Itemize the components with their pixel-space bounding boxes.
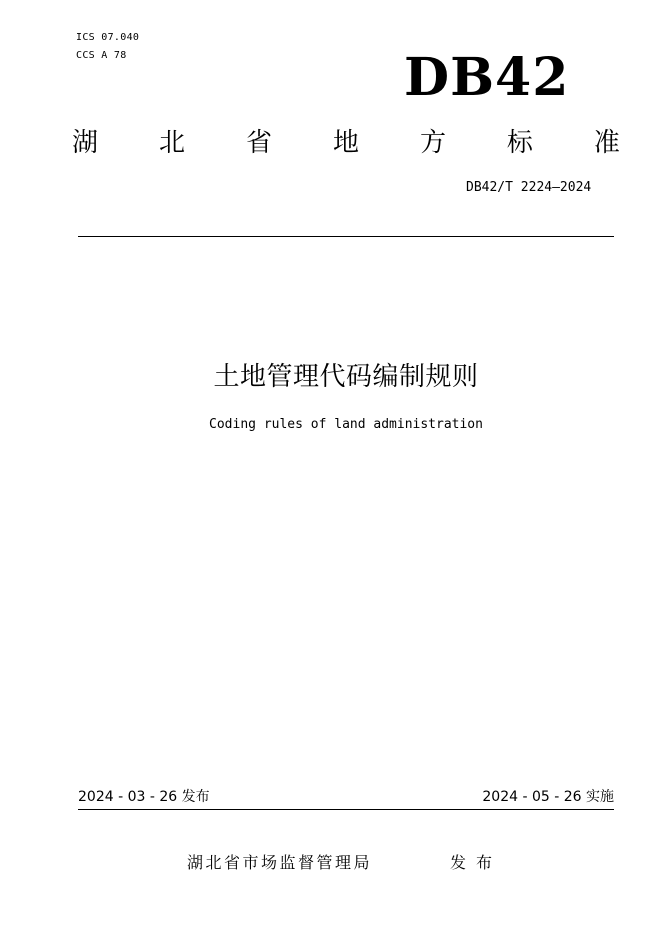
standard-type-char: 准 <box>593 128 620 158</box>
standard-type-char: 方 <box>419 128 446 158</box>
standard-number: DB42/T 2224—2024 <box>466 180 592 195</box>
ics-code: ICS 07.040 <box>76 32 140 43</box>
footer-divider <box>78 809 614 810</box>
header-divider <box>78 236 614 237</box>
standard-type-heading <box>72 126 620 160</box>
standard-type-char: 北 <box>158 128 185 158</box>
publisher-name: 湖北省市场监督管理局 <box>187 853 373 872</box>
ccs-code: CCS A 78 <box>76 50 127 61</box>
implement-date: 2024 - 05 - 26 实施 <box>482 789 614 805</box>
document-title-chinese: 土地管理代码编制规则 <box>213 362 479 392</box>
standard-type-char: 湖 <box>72 128 99 158</box>
publish-date: 2024 - 03 - 26 发布 <box>78 789 210 805</box>
db42-logo: DB42 <box>404 47 570 108</box>
standard-type-char: 标 <box>506 128 533 158</box>
document-title-english: Coding rules of land administration <box>209 417 483 432</box>
publish-label: 发布 <box>450 853 503 872</box>
standard-type-char: 地 <box>332 128 359 158</box>
standard-type-char: 省 <box>245 128 272 158</box>
